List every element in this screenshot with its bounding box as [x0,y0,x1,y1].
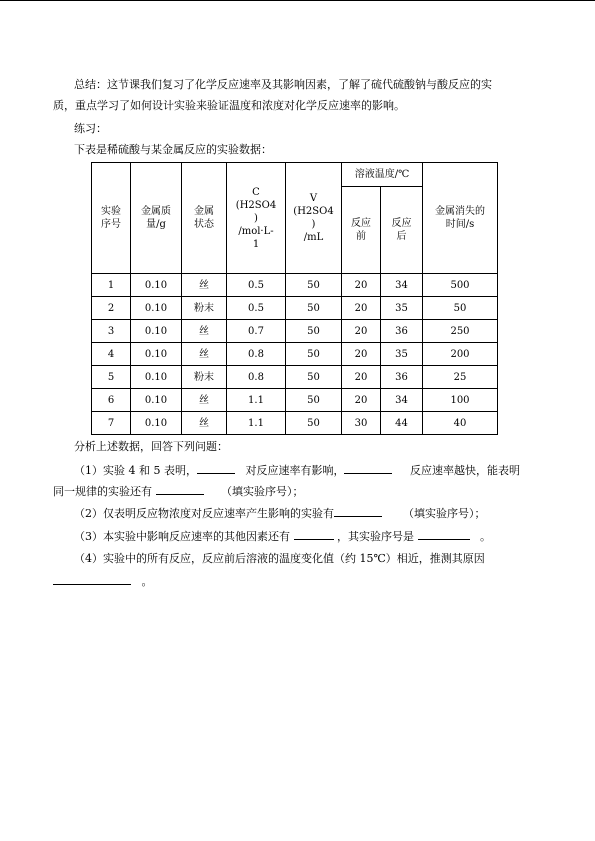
cell-temp-before: 20 [342,343,381,366]
cell-exp-no: 4 [92,343,131,366]
cell-exp-no: 7 [92,412,131,435]
table-body [92,274,498,435]
cell-temp-before: 30 [342,412,381,435]
cell-temp-before: 20 [342,320,381,343]
header-metal-state: 金属 状态 [182,163,227,274]
analysis-intro: 分析上述数据，回答下列问题： [74,440,228,453]
cell-metal-mass: 0.10 [131,274,182,297]
q3-text-b: ，其实验序号是 [337,530,414,543]
header-concentration: C (H2SO4 ) /mol·L- 1 [227,163,286,274]
header-dissolve-time: 金属消失的 时间/s [423,163,498,274]
cell-exp-no: 1 [92,274,131,297]
cell-dissolve-time: 50 [423,297,498,320]
summary-line-2: 质，重点学习了如何设计实验来验证温度和浓度对化学反应速率的影响。 [53,99,405,112]
table-row [92,412,498,435]
header-metal-mass: 金属质 量/g [131,163,182,274]
cell-volume: 50 [286,297,342,320]
q1-text-a: （1）实验 4 和 5 表明， [74,464,197,477]
cell-exp-no: 3 [92,320,131,343]
cell-temp-before: 20 [342,389,381,412]
cell-temp-before: 20 [342,274,381,297]
cell-dissolve-time: 100 [423,389,498,412]
cell-volume: 50 [286,343,342,366]
cell-concentration: 0.5 [227,274,286,297]
q3-text-c: 。 [480,530,491,543]
cell-volume: 50 [286,274,342,297]
cell-dissolve-time: 250 [423,320,498,343]
question-3 [74,528,491,545]
table-row [92,274,498,297]
q1-text-b: 对反应速率有影响， [245,464,345,477]
table-row [92,366,498,389]
cell-metal-mass: 0.10 [131,389,182,412]
question-4-line-2 [53,573,153,590]
cell-temp-after: 35 [381,297,423,320]
answer-blank-2[interactable] [344,462,392,474]
q1-text-e: （填实验序号）； [220,485,304,498]
answer-blank-7[interactable] [53,573,131,585]
answer-blank-5[interactable] [294,528,334,540]
q2-text-b: （填实验序号）； [402,507,486,520]
cell-metal-state: 粉末 [182,366,227,389]
answer-blank-1[interactable] [197,462,235,474]
summary-line-1: 总结：这节课我们复习了化学反应速率及其影响因素，了解了硫代硫酸钠与酸反应的实 [74,78,492,91]
cell-temp-after: 36 [381,320,423,343]
cell-metal-state: 粉末 [182,297,227,320]
cell-dissolve-time: 25 [423,366,498,389]
table-row [92,297,498,320]
cell-exp-no: 6 [92,389,131,412]
table-row [92,389,498,412]
cell-exp-no: 2 [92,297,131,320]
header-temp-before: 反应 前 [342,187,381,274]
q1-text-d: 同一规律的实验还有 [53,485,152,498]
header-solution-temperature: 溶液温度/℃ [342,163,423,187]
cell-concentration: 1.1 [227,412,286,435]
page-top-rule [0,0,595,1]
cell-dissolve-time: 200 [423,343,498,366]
cell-temp-after: 34 [381,274,423,297]
cell-concentration: 0.8 [227,366,286,389]
cell-exp-no: 5 [92,366,131,389]
cell-volume: 50 [286,366,342,389]
cell-metal-state: 丝 [182,343,227,366]
answer-blank-4[interactable] [334,505,382,517]
q2-text-a: （2）仅表明反应物浓度对反应速率产生影响的实验有 [74,507,334,520]
header-volume: V (H2SO4 ) /mL [286,163,342,274]
cell-metal-mass: 0.10 [131,297,182,320]
cell-temp-after: 35 [381,343,423,366]
header-exp-no: 实验 序号 [92,163,131,274]
cell-volume: 50 [286,389,342,412]
cell-temp-after: 44 [381,412,423,435]
cell-temp-before: 20 [342,297,381,320]
table-row [92,343,498,366]
question-4-line-1 [74,551,485,567]
cell-metal-state: 丝 [182,412,227,435]
cell-metal-mass: 0.10 [131,320,182,343]
cell-metal-mass: 0.10 [131,366,182,389]
cell-temp-after: 34 [381,389,423,412]
header-temp-after: 反应 后 [381,187,423,274]
answer-blank-3[interactable] [156,483,204,495]
q3-text-a: （3）本实验中影响反应速率的其他因素还有 [74,530,290,543]
cell-concentration: 0.8 [227,343,286,366]
cell-concentration: 0.7 [227,320,286,343]
cell-metal-mass: 0.10 [131,412,182,435]
cell-dissolve-time: 40 [423,412,498,435]
cell-metal-state: 丝 [182,320,227,343]
cell-temp-before: 20 [342,366,381,389]
question-2 [74,505,485,522]
experiment-data-table [91,162,498,435]
cell-metal-state: 丝 [182,389,227,412]
question-1-line-1 [74,462,520,479]
question-1-line-2 [53,483,303,500]
q1-text-c: 反应速率越快，能表明 [409,464,520,477]
cell-volume: 50 [286,412,342,435]
cell-concentration: 1.1 [227,389,286,412]
cell-metal-state: 丝 [182,274,227,297]
table-row [92,320,498,343]
table-intro: 下表是稀硫酸与某金属反应的实验数据： [74,143,272,156]
cell-temp-after: 36 [381,366,423,389]
q4-text-b: 。 [141,575,153,588]
cell-dissolve-time: 500 [423,274,498,297]
answer-blank-6[interactable] [418,528,470,540]
cell-volume: 50 [286,320,342,343]
cell-concentration: 0.5 [227,297,286,320]
q4-text-a: （4）实验中的所有反应，反应前后溶液的温度变化值（约 15℃）相近，推测其原因 [74,552,485,565]
cell-metal-mass: 0.10 [131,343,182,366]
practice-label: 练习： [74,122,107,135]
